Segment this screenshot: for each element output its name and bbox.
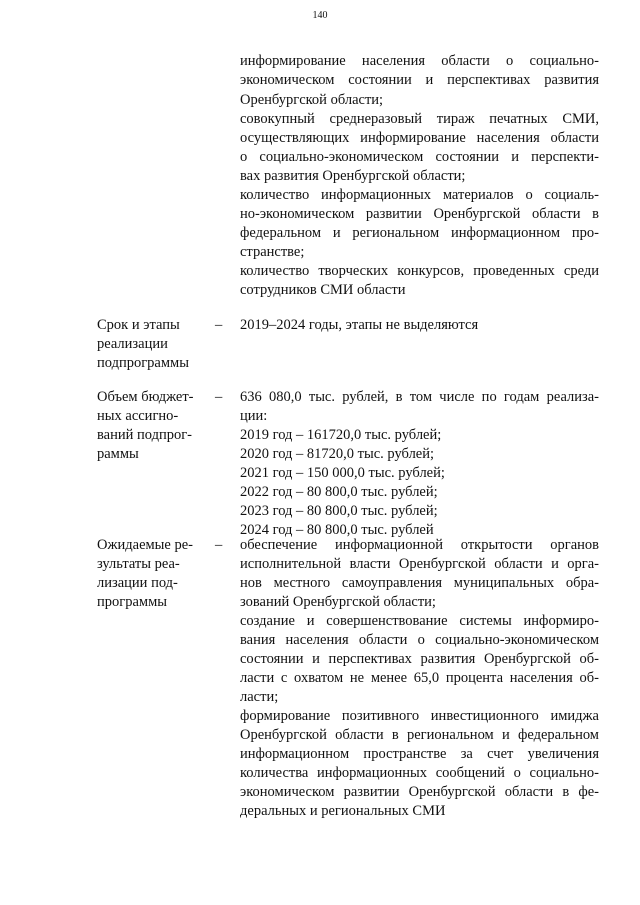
section-value-line: 2021 год – 150 000,0 тыс. рублей; [240, 465, 445, 481]
text-line: странстве; [240, 244, 305, 260]
section-value-line: 2022 год – 80 800,0 тыс. рублей; [240, 484, 438, 500]
section-value-line: 2019 год – 161720,0 тыс. рублей; [240, 427, 442, 443]
section-value-line: формирование позитивного инвестиционного имиджа [240, 708, 599, 724]
text-line: но-экономическом развитии Оренбургской области в [240, 206, 599, 222]
text-line: совокупный среднеразовый тираж печатных СМИ, [240, 111, 599, 127]
text-line: количество творческих конкурсов, проведенных среди [240, 263, 599, 279]
section-value-line: состоянии и перспективах развития Оренбургской об- [240, 651, 599, 667]
section-value-line: 2019–2024 годы, этапы не выделяются [240, 317, 479, 333]
section-value-line: ции: [240, 408, 268, 424]
section-value-line: ласти с охватом не менее 65,0 процента населения об- [240, 670, 599, 686]
text-line: информирование населения области о социально- [240, 53, 599, 69]
section-value-line: вания населения области о социально-экономическом [240, 632, 599, 648]
text-line: сотрудников СМИ области [240, 282, 406, 298]
text-line: федеральном и региональном информационном про- [240, 225, 599, 241]
section-value-line: 2020 год – 81720,0 тыс. рублей; [240, 446, 435, 462]
section-value-line: зований Оренбургской области; [240, 594, 436, 610]
section-label-line: программы [97, 594, 167, 610]
section-value-line: обеспечение информационной открытости органов [240, 537, 599, 553]
text-line: количество информационных материалов о социаль- [240, 187, 599, 203]
section-label-line: Объем бюджет- [97, 389, 194, 405]
section-value-line: исполнительной власти Оренбургской области и орга- [240, 556, 599, 572]
section-label-line: раммы [97, 446, 139, 462]
section-value-line: ласти; [240, 689, 279, 705]
section-label-line: лизации под- [97, 575, 178, 591]
text-line: экономическом состоянии и перспективах развития [240, 72, 599, 88]
section-value-line: 2023 год – 80 800,0 тыс. рублей; [240, 503, 438, 519]
section-value-line: информационном пространстве за счет увеличения [240, 746, 599, 762]
section-label-line: зультаты реа- [97, 556, 180, 572]
section-value-line: Оренбургской области в региональном и федеральном [240, 727, 599, 743]
page-number: 140 [312, 10, 328, 21]
section-dash: – [215, 389, 223, 405]
section-label-line: ваний подпрог- [97, 427, 193, 443]
text-line: осуществляющих информирование населения области [240, 130, 599, 146]
section-label-line: ных ассигно- [97, 408, 179, 424]
section-value-line: 636 080,0 тыс. рублей, в том числе по годам реализа- [240, 389, 599, 405]
section-label-line: реализации [97, 336, 168, 352]
section-dash: – [215, 537, 223, 553]
section-value-line: нов местного самоуправления муниципальных обра- [240, 575, 599, 591]
section-dash: – [215, 317, 223, 333]
section-value-line: количества информационных сообщений о социально- [240, 765, 599, 781]
section-value-line: экономическом развитии Оренбургской области в фе- [240, 784, 599, 800]
section-label-line: подпрограммы [97, 355, 189, 371]
text-line: Оренбургской области; [240, 92, 384, 108]
text-line: вах развития Оренбургской области; [240, 168, 466, 184]
section-value-line: 2024 год – 80 800,0 тыс. рублей [240, 522, 434, 538]
section-value-line: создание и совершенствование системы информиро- [240, 613, 599, 629]
section-value-line: деральных и региональных СМИ [240, 803, 446, 819]
text-line: о социально-экономическом состоянии и перспекти- [240, 149, 599, 165]
section-label-line: Ожидаемые ре- [97, 537, 193, 553]
section-label-line: Срок и этапы [97, 317, 180, 333]
